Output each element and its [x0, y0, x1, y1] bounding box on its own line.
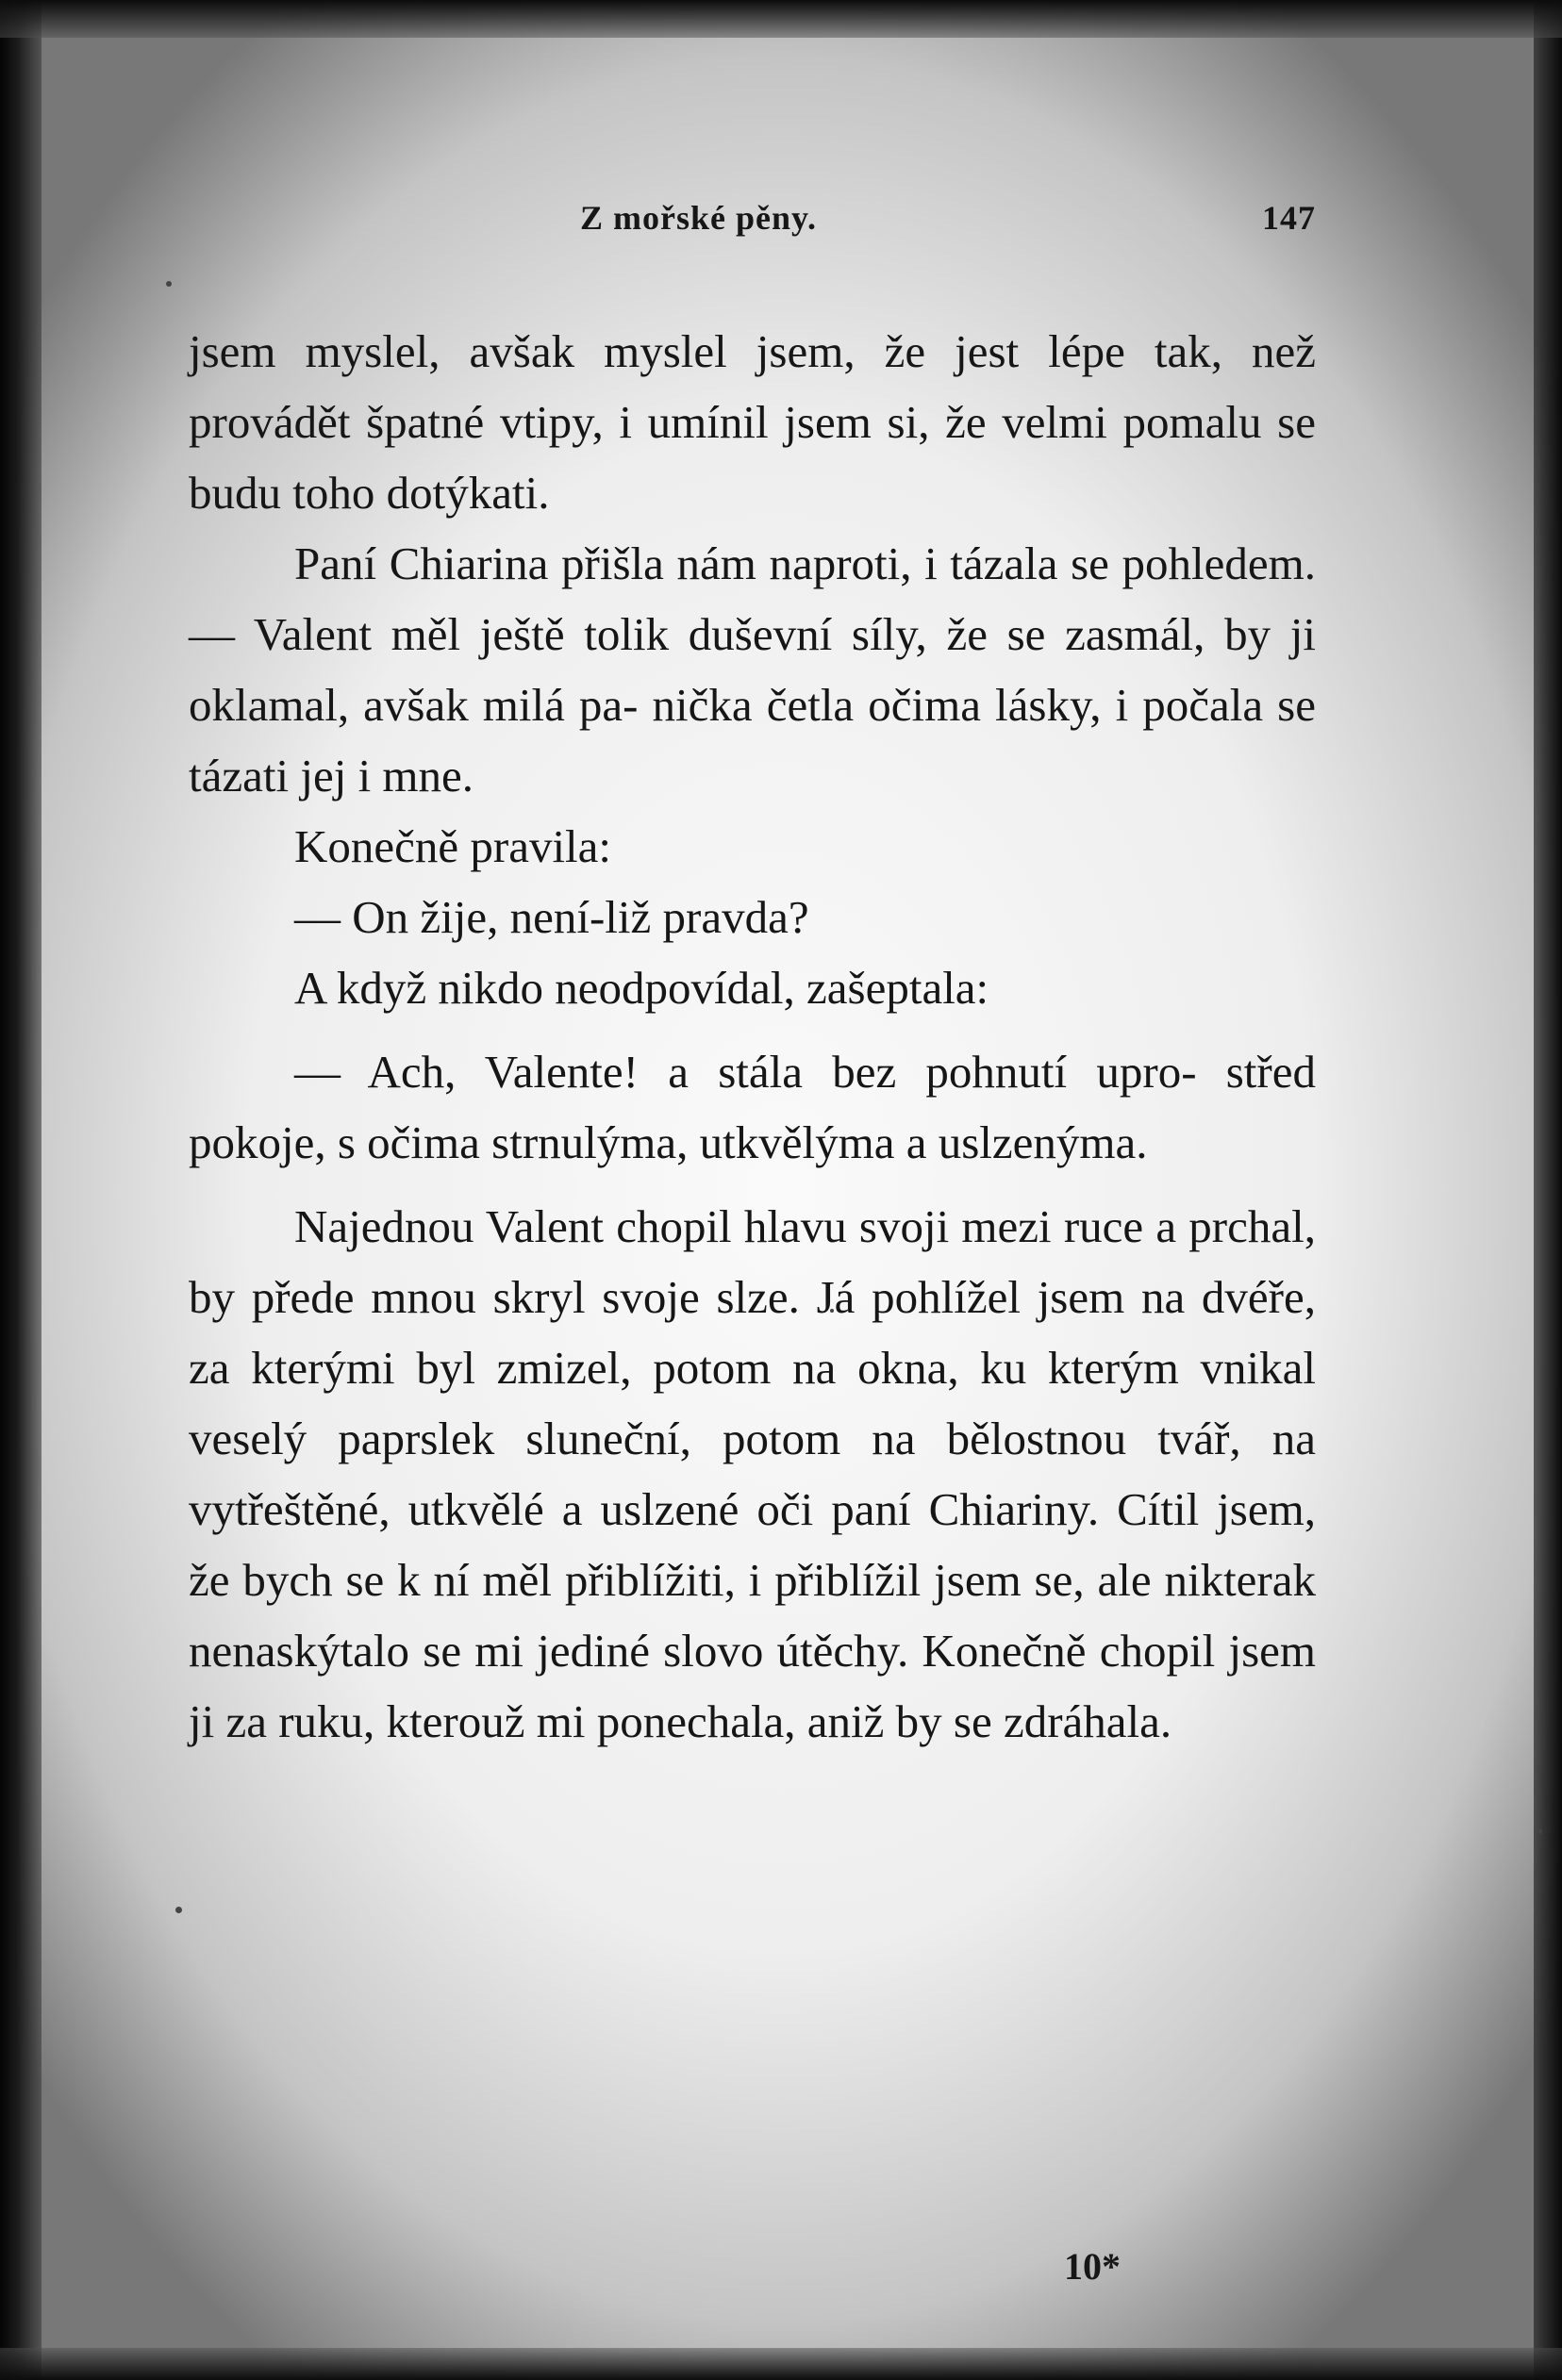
signature-mark: 10* — [1064, 2245, 1121, 2288]
scan-edge-left — [0, 0, 42, 2380]
scan-edge-bottom — [0, 2348, 1562, 2380]
paragraph-continuation: jsem myslel, avšak myslel jsem, že jest lépe tak, než provádět špatné vtipy, i umínil jsem si, že velmi pomalu se budu toho dotýkati. — [189, 325, 1316, 519]
paragraph: Paní Chiarina přišla nám naproti, i tázala se pohledem. — Valent měl ještě tolik duševní síly, že se zasmál, by ji oklamal, avšak milá pa- nička četla očima lásky, i počala se tázati jej i mne. — [189, 537, 1316, 802]
scan-speck — [1537, 1829, 1542, 1834]
running-head — [189, 189, 1316, 245]
dialogue-line: — On žije, není-liž pravda? — [294, 891, 809, 943]
paragraph: Konečně pravila: — [294, 820, 612, 872]
page-number: 147 — [1262, 199, 1316, 237]
dialogue-line: — Ach, Valente! a stála bez pohnutí upro- střed pokoje, s očima strnulýma, utkvělýma a uslzenýma. — [189, 1046, 1316, 1168]
body-text — [189, 316, 1316, 1757]
book-page — [189, 189, 1316, 245]
running-title: Z mořské pěny. — [580, 199, 818, 237]
scan-edge-top — [0, 0, 1562, 38]
scan-edge-right — [1534, 0, 1562, 2380]
scan-speck — [166, 281, 172, 287]
scan-speck — [175, 1907, 182, 1913]
paragraph: Najednou Valent chopil hlavu svoji mezi ruce a prchal, by přede mnou skryl svoje slze. Já pohlížel jsem na dvéře, za kterými byl zmizel, potom na okna, ku kterým vnikal veselý paprslek sluneční, potom na bělostnou tvář, na vytřeštěné, utkvělé a uslzené oči paní Chiariny. Cítil jsem, že bych se k ní měl přiblížiti, i přiblížil jsem se, ale nikterak nenaskýtalo se mi jediné slovo útěchy. Konečně chopil jsem ji za ruku, kterouž mi ponechala, aniž by se zdráhala. — [189, 1200, 1316, 1747]
paragraph: A když nikdo neodpovídal, zašeptala: — [294, 962, 989, 1014]
